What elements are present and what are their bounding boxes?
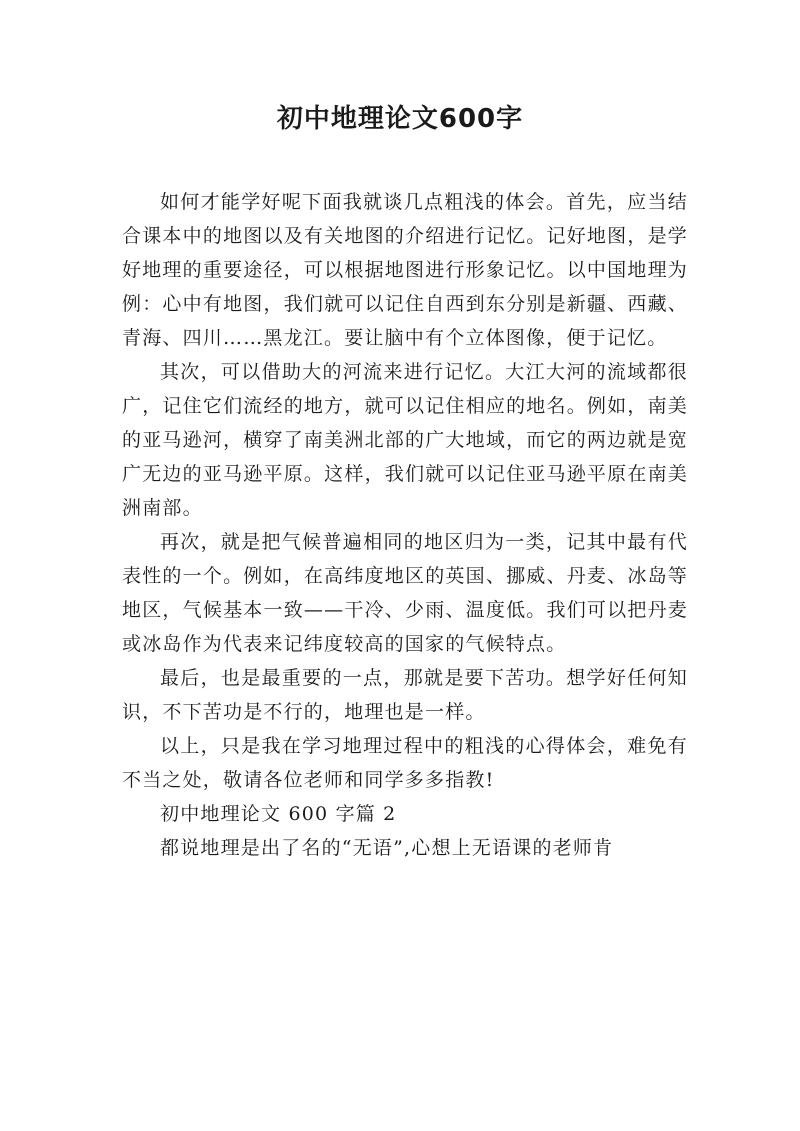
paragraph-1: 如何才能学好呢下面我就谈几点粗浅的体会。首先，应当结合课本中的地图以及有关地图的介绍进行记忆。记好地图，是学好地理的重要途径，可以根据地图进行形象记忆。以中国地理为例：心中有地图，我们就可以记住自西到东分别是新疆、西藏、青海、四川……黑龙江。要让脑中有个立体图像，便于记忆。: [122, 191, 688, 349]
document-title: 初中地理论文600字: [276, 104, 524, 134]
document-body: [122, 185, 688, 865]
paragraph-2: 其次，可以借助大的河流来进行记忆。大江大河的流域都很广，记住它们流经的地方，就可以记住相应的地名。例如，南美的亚马逊河，横穿了南美洲北部的广大地域，而它的两边就是宽广无边的亚马逊平原。这样，我们就可以记住亚马逊平原在南美洲南部。: [122, 361, 688, 519]
section-heading: 初中地理论文 600 字篇 2: [160, 803, 397, 825]
paragraph-3: 再次，就是把气候普遍相同的地区归为一类，记其中最有代表性的一个。例如，在高纬度地区的英国、挪威、丹麦、冰岛等地区，气候基本一致——干冷、少雨、温度低。我们可以把丹麦或冰岛作为代表来记纬度较高的国家的气候特点。: [122, 531, 688, 655]
paragraph-6: 都说地理是出了名的“无语”,心想上无语课的老师肯: [160, 837, 614, 859]
paragraph-5: 以上，只是我在学习地理过程中的粗浅的心得体会，难免有不当之处，敬请各位老师和同学多多指教!: [122, 735, 688, 791]
paragraph-4: 最后，也是最重要的一点，那就是要下苦功。想学好任何知识，不下苦功是不行的，地理也是一样。: [122, 667, 688, 723]
